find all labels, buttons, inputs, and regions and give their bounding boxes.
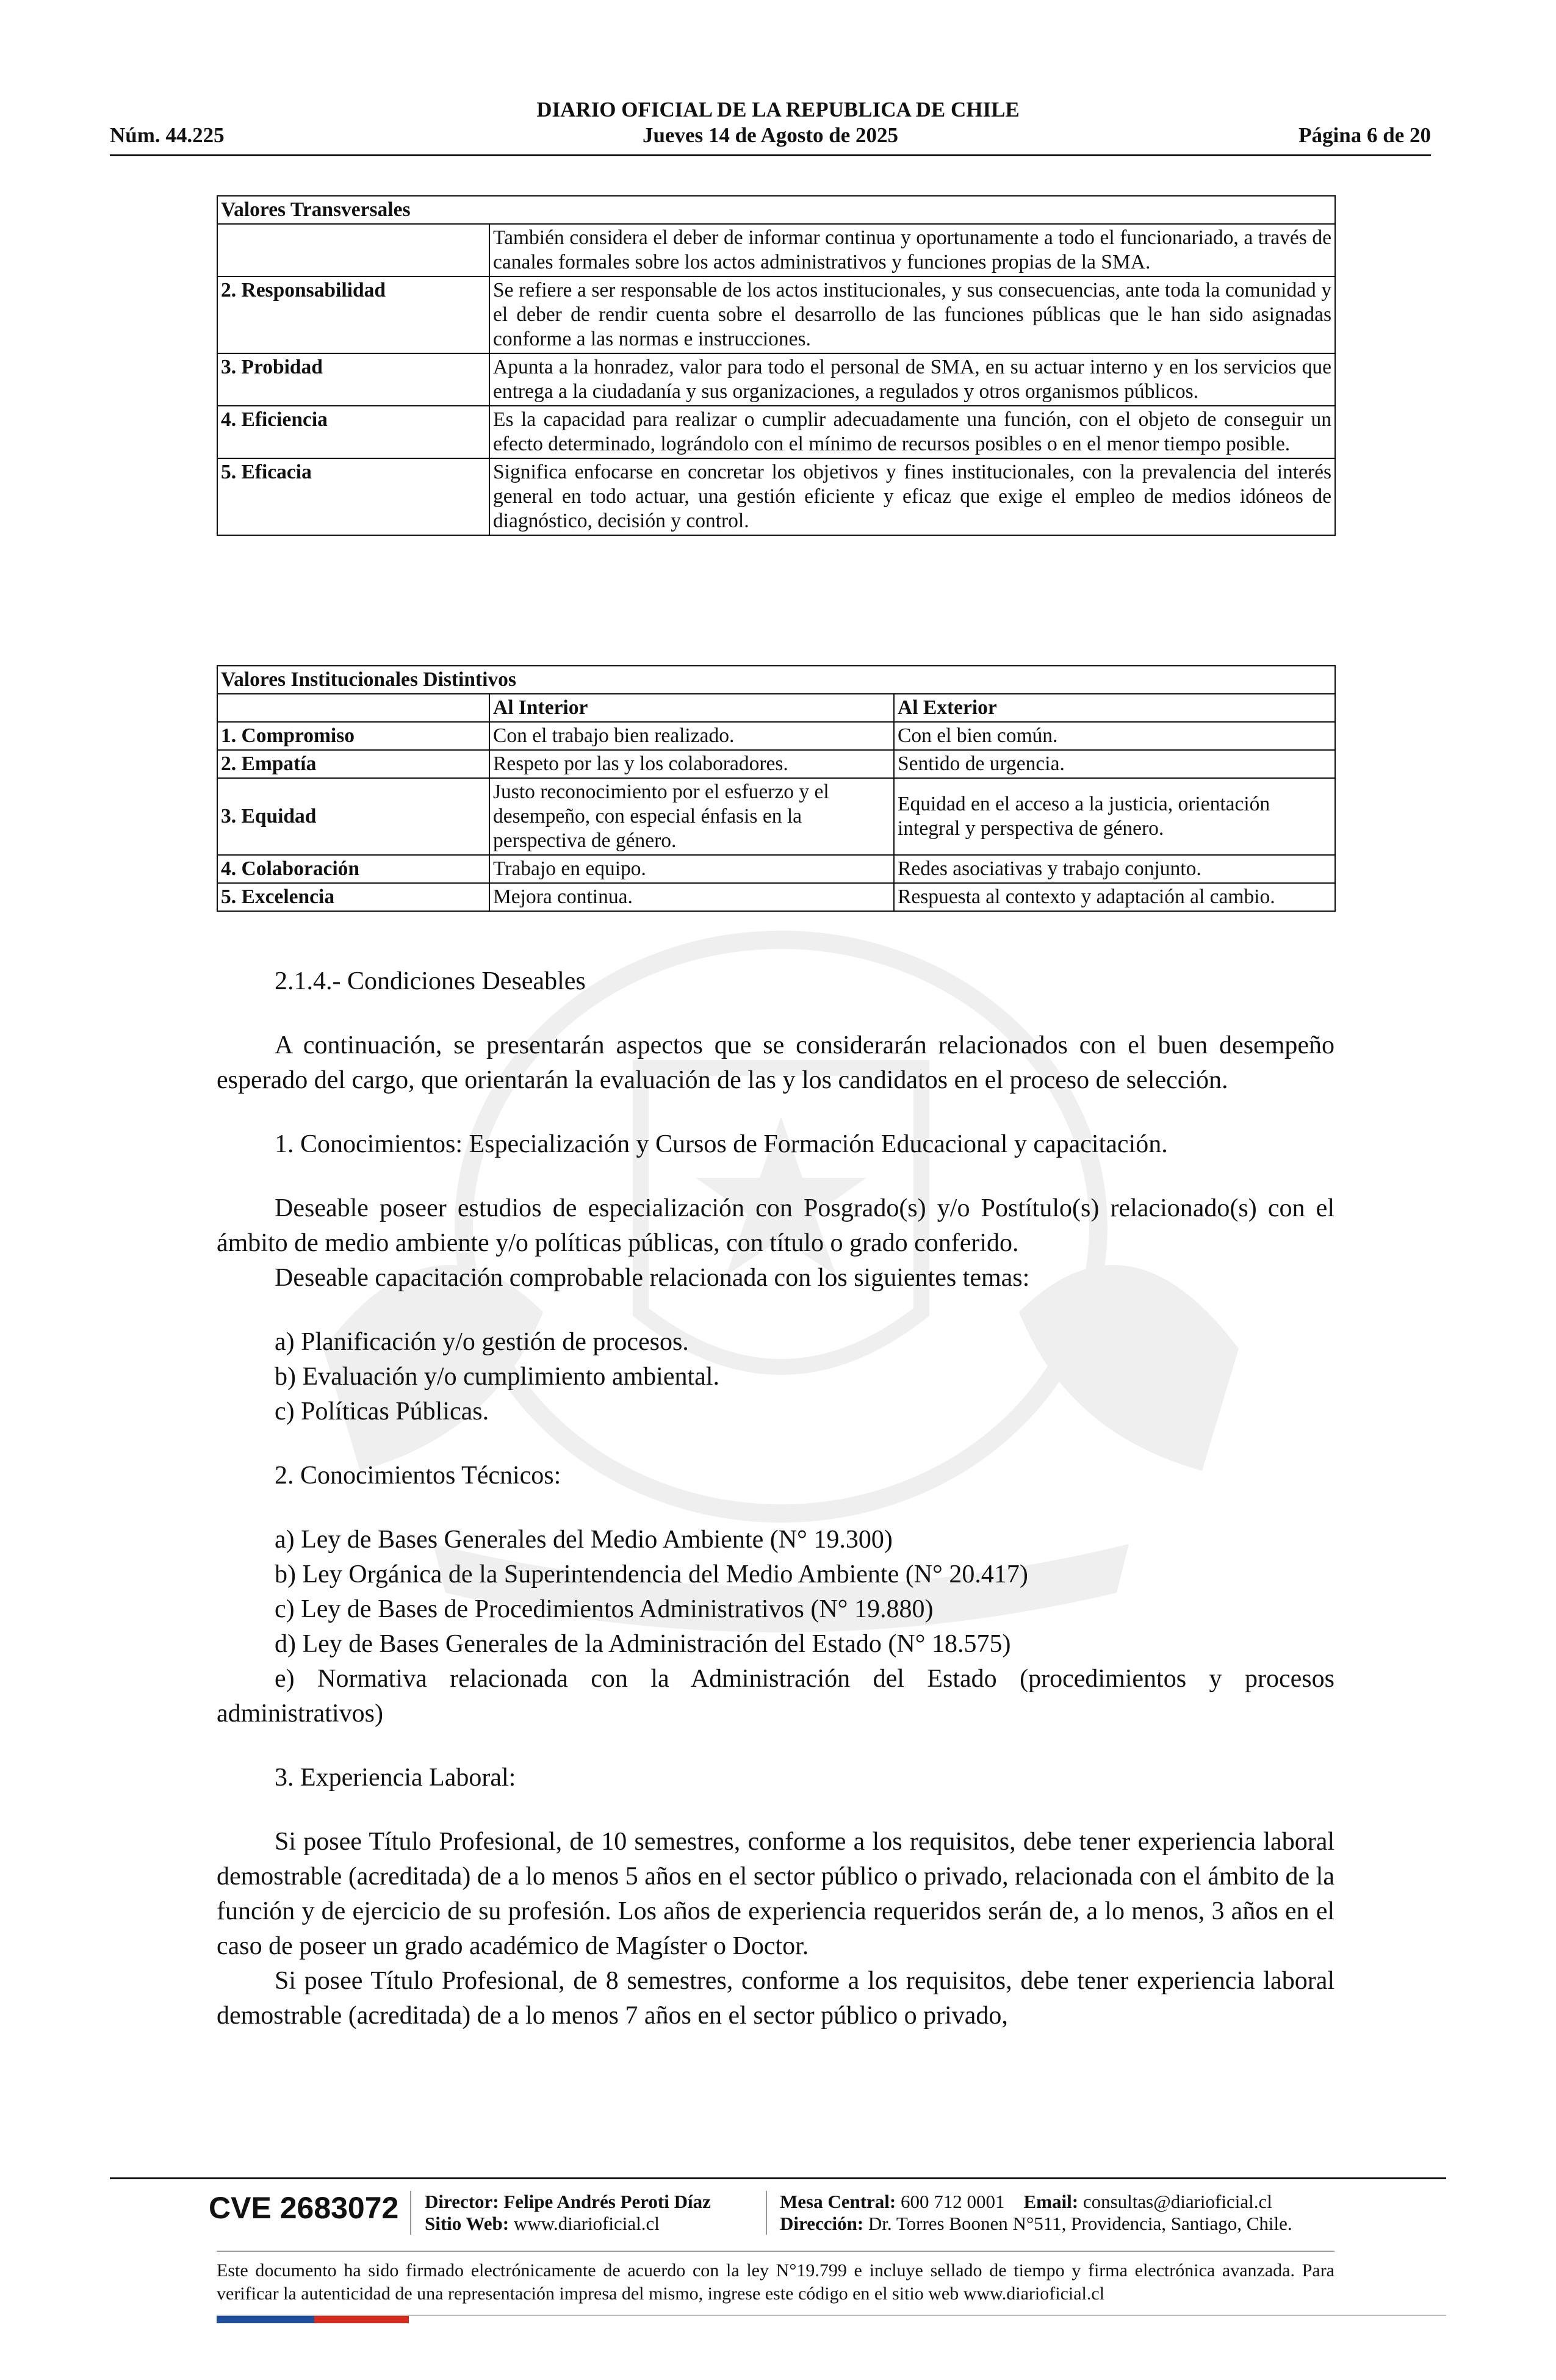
footer-divider	[217, 2251, 1334, 2252]
value-name: 3. Probidad	[217, 353, 489, 406]
header-row	[110, 122, 1431, 149]
table-cell	[217, 694, 489, 722]
value-description: Se refiere a ser responsable de los actos institucionales, y sus consecuencias, ante toda la comunidad y el deber de rendir cuenta sobre el desarrollo de las funciones públicas que le han sido asignadas conforme a las normas e instrucciones.	[489, 276, 1335, 353]
director-label: Director:	[425, 2191, 499, 2212]
interior-cell: Trabajo en equipo.	[489, 855, 894, 883]
list-item: a) Ley de Bases Generales del Medio Ambiente (N° 19.300)	[275, 1526, 893, 1554]
exterior-cell: Sentido de urgencia.	[894, 750, 1335, 778]
issue-number: Núm. 44.225	[110, 123, 225, 147]
interior-cell: Mejora continua.	[489, 883, 894, 911]
table-row	[217, 778, 1335, 855]
mesa-phone: 600 712 0001	[901, 2191, 1005, 2212]
exterior-cell: Redes asociativas y trabajo conjunto.	[894, 855, 1335, 883]
exterior-cell: Respuesta al contexto y adaptación al cambio.	[894, 883, 1335, 911]
table-row	[217, 353, 1335, 406]
experience-heading: 3. Experiencia Laboral:	[275, 1764, 516, 1792]
list-item: c) Ley de Bases de Procedimientos Administrativos (N° 19.880)	[275, 1595, 934, 1623]
value-name: 1. Compromiso	[217, 722, 489, 750]
table-title: Valores Transversales	[217, 196, 1335, 224]
list-item: b) Ley Orgánica de la Superintendencia del Medio Ambiente (N° 20.417)	[275, 1560, 1028, 1588]
value-description: Apunta a la honradez, valor para todo el personal de SMA, en su actuar interno y en los servicios que entrega a la ciudadanía y sus organizaciones, a regulados y otros organismos públicos.	[489, 353, 1335, 406]
director-name: Felipe Andrés Peroti Díaz	[503, 2191, 711, 2212]
interior-cell: Respeto por las y los colaboradores.	[489, 750, 894, 778]
section-heading: 2.1.4.- Condiciones Deseables	[275, 967, 586, 995]
list-item: a) Planificación y/o gestión de procesos.	[275, 1328, 689, 1356]
website-label: Sitio Web:	[425, 2213, 510, 2234]
list-item: d) Ley de Bases Generales de la Administración del Estado (N° 18.575)	[275, 1630, 1011, 1658]
email-link[interactable]: consultas@diarioficial.cl	[1082, 2191, 1272, 2212]
newspaper-title: DIARIO OFICIAL DE LA REPUBLICA DE CHILE	[536, 98, 1020, 121]
body-text	[217, 964, 1334, 2033]
institutional-values-table	[217, 665, 1336, 912]
table-cell	[217, 224, 489, 276]
issue-date: Jueves 14 de Agosto de 2025	[642, 123, 899, 147]
table-row	[217, 196, 1335, 224]
flag-blue-band	[217, 2316, 314, 2323]
footer-director-block	[425, 2191, 711, 2235]
header-divider	[110, 154, 1431, 156]
value-name: 2. Responsabilidad	[217, 276, 489, 353]
exterior-cell: Con el bien común.	[894, 722, 1335, 750]
footer-separator	[766, 2191, 767, 2235]
cve-code: CVE 2683072	[209, 2191, 399, 2225]
table-row	[217, 458, 1335, 535]
value-name: 5. Eficacia	[217, 458, 489, 535]
legal-notice: Este documento ha sido firmado electrónicamente de acuerdo con la ley N°19.799 e incluye sellado de tiempo y firma electrónica avanzada. Para verificar la autenticidad de una representación impresa del mismo, ingrese este código en el sitio web www.diarioficial.cl	[217, 2260, 1334, 2304]
value-name: 2. Empatía	[217, 750, 489, 778]
value-name: 5. Excelencia	[217, 883, 489, 911]
table-row	[217, 276, 1335, 353]
footer-contact-block	[780, 2191, 1292, 2235]
table-cell: También considera el deber de informar continua y oportunamente a todo el funcionariado, a través de canales formales sobre los actos administrativos y funciones propias de la SMA.	[489, 224, 1335, 276]
paragraph: Si posee Título Profesional, de 10 semestres, conforme a los requisitos, debe tener experiencia laboral demostrable (acreditada) de a lo menos 5 años en el sector público o privado, relacionada con el ámbito de la función y de ejercicio de su profesión. Los años de experiencia requeridos serán de, a lo menos, 3 años en el caso de poseer un grado académico de Magíster o Doctor.	[217, 1828, 1334, 1960]
footer-divider	[110, 2177, 1446, 2179]
table-row	[217, 750, 1335, 778]
interior-cell: Justo reconocimiento por el esfuerzo y el desempeño, con especial énfasis en la perspectiva de género.	[489, 778, 894, 855]
paragraph: Deseable poseer estudios de especialización con Posgrado(s) y/o Postítulo(s) relacionado(s) con el ámbito de medio ambiente y/o políticas públicas, con título o grado conferido.	[217, 1194, 1334, 1257]
table-row	[217, 666, 1335, 694]
website-link[interactable]: www.diarioficial.cl	[513, 2213, 660, 2234]
interior-cell: Con el trabajo bien realizado.	[489, 722, 894, 750]
technical-heading: 2. Conocimientos Técnicos:	[275, 1462, 561, 1490]
paragraph-intro: A continuación, se presentarán aspectos que se considerarán relacionados con el buen desempeño esperado del cargo, que orientarán la evaluación de las y los candidatos en el proceso de selección.	[217, 1031, 1334, 1094]
table-header-row	[217, 694, 1335, 722]
column-header-exterior: Al Exterior	[894, 694, 1335, 722]
address-label: Dirección:	[780, 2213, 864, 2234]
table-row	[217, 722, 1335, 750]
address: Dr. Torres Boonen N°511, Providencia, Santiago, Chile.	[868, 2213, 1292, 2234]
flag-red-band	[314, 2316, 409, 2323]
transversal-values-table	[217, 195, 1336, 536]
email-label: Email:	[1023, 2191, 1079, 2212]
page-number: Página 6 de 20	[1298, 123, 1431, 147]
footer-separator	[410, 2191, 411, 2235]
exterior-cell: Equidad en el acceso a la justicia, orientación integral y perspectiva de género.	[894, 778, 1335, 855]
table-row	[217, 855, 1335, 883]
table-row	[217, 406, 1335, 458]
mesa-label: Mesa Central:	[780, 2191, 896, 2212]
value-description: Significa enfocarse en concretar los objetivos y fines institucionales, con la prevalencia del interés general en todo actuar, una gestión eficiente y eficaz que exige el empleo de medios idóneos de diagnóstico, decisión y control.	[489, 458, 1335, 535]
column-header-interior: Al Interior	[489, 694, 894, 722]
flag-stripe	[217, 2316, 409, 2323]
table-title: Valores Institucionales Distintivos	[217, 666, 1335, 694]
paragraph: Si posee Título Profesional, de 8 semestres, conforme a los requisitos, debe tener experiencia laboral demostrable (acreditada) de a lo menos 7 años en el sector público o privado,	[217, 1967, 1334, 2030]
table-row	[217, 224, 1335, 276]
knowledge-heading: 1. Conocimientos: Especialización y Cursos de Formación Educacional y capacitación.	[275, 1130, 1168, 1158]
value-name: 4. Eficiencia	[217, 406, 489, 458]
value-name: 3. Equidad	[217, 778, 489, 855]
value-name: 4. Colaboración	[217, 855, 489, 883]
list-item: b) Evaluación y/o cumplimiento ambiental.	[275, 1363, 719, 1391]
table-row	[217, 883, 1335, 911]
value-description: Es la capacidad para realizar o cumplir adecuadamente una función, con el objeto de conseguir un efecto determinado, lográndolo con el mínimo de recursos posibles o en el menor tiempo posible.	[489, 406, 1335, 458]
list-item: c) Políticas Públicas.	[275, 1397, 489, 1426]
paragraph: Deseable capacitación comprobable relacionada con los siguientes temas:	[275, 1264, 1030, 1292]
list-item: e) Normativa relacionada con la Administración del Estado (procedimientos y procesos administrativos)	[217, 1665, 1334, 1728]
